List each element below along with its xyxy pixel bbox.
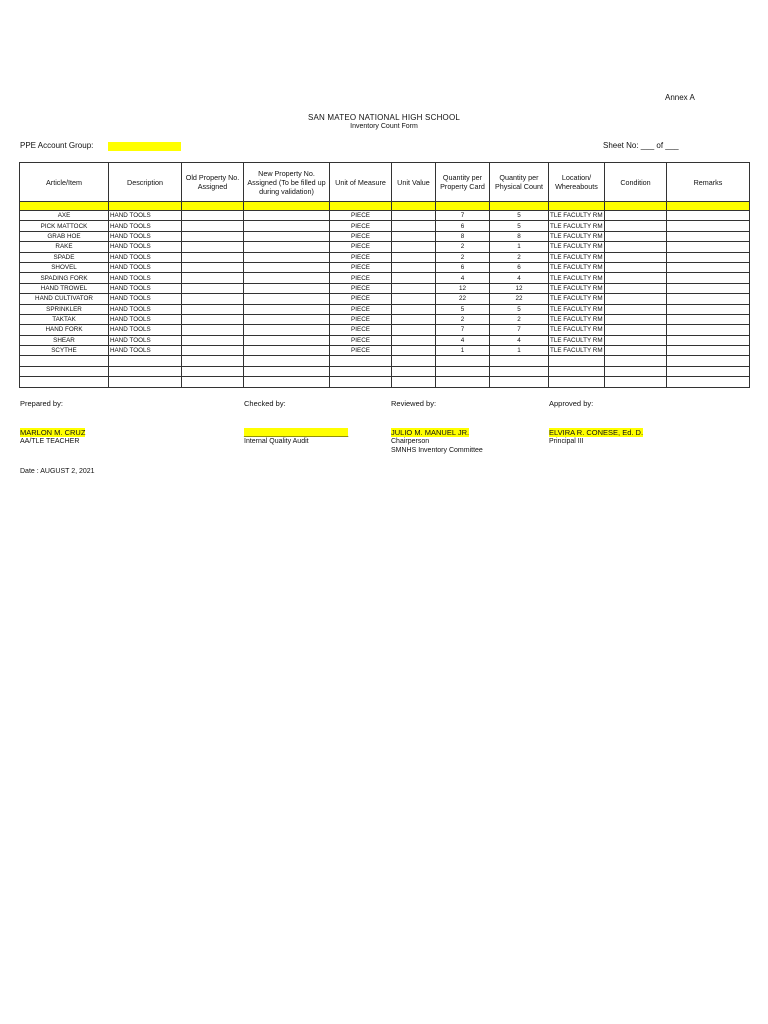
cell-empty xyxy=(182,304,244,314)
cell-empty xyxy=(667,377,750,387)
table-row xyxy=(20,283,750,293)
column-header: Old Property No. Assigned xyxy=(182,163,244,202)
cell-empty xyxy=(182,346,244,356)
cell-empty xyxy=(392,231,436,241)
prepared-by-name-text: MARLON M. CRUZ xyxy=(20,428,86,437)
table-row xyxy=(20,252,750,262)
cell-uom: PIECE xyxy=(330,231,392,241)
reviewed-by-committee: SMNHS Inventory Committee xyxy=(391,447,483,454)
annex-label: Annex A xyxy=(665,93,695,102)
cell-empty xyxy=(605,231,667,241)
cell-empty xyxy=(182,294,244,304)
table-row xyxy=(20,346,750,356)
cell-desc: HAND TOOLS xyxy=(109,314,182,324)
cell-empty xyxy=(392,325,436,335)
cell-item: GRAB HOE xyxy=(20,231,109,241)
cell-qty-card: 2 xyxy=(436,252,490,262)
cell-empty xyxy=(392,242,436,252)
cell-empty xyxy=(392,283,436,293)
cell-empty xyxy=(490,356,549,366)
cell-empty xyxy=(605,346,667,356)
cell-empty xyxy=(182,252,244,262)
column-header: Article/Item xyxy=(20,163,109,202)
cell-qty-card: 7 xyxy=(436,211,490,221)
cell-empty xyxy=(667,346,750,356)
cell-qty-card: 7 xyxy=(436,325,490,335)
cell-empty xyxy=(392,377,436,387)
cell-empty xyxy=(392,294,436,304)
cell-loc: TLE FACULTY RM xyxy=(550,305,603,313)
column-header: New Property No. Assigned (To be filled up during validation) xyxy=(244,163,330,202)
cell-loc: TLE FACULTY RM xyxy=(550,336,603,344)
cell-qty-phys: 4 xyxy=(490,335,549,345)
form-date: Date : AUGUST 2, 2021 xyxy=(20,468,95,475)
cell-loc: TLE FACULTY RM xyxy=(550,326,603,334)
cell-empty xyxy=(667,252,750,262)
cell-qty-card: 5 xyxy=(436,304,490,314)
table-row-empty xyxy=(20,366,750,376)
cell-item: SPADE xyxy=(20,252,109,262)
cell-loc: TLE FACULTY RM xyxy=(550,316,603,324)
checked-by-role: Internal Quality Audit xyxy=(244,438,309,445)
table-header-row xyxy=(20,163,750,202)
cell-uom: PIECE xyxy=(330,221,392,231)
cell-uom: PIECE xyxy=(330,273,392,283)
cell-empty xyxy=(244,325,330,335)
cell-empty xyxy=(605,377,667,387)
cell-qty-card: 4 xyxy=(436,273,490,283)
checked-by-line-text: _________________________ xyxy=(244,428,349,437)
cell-item: HAND CULTIVATOR xyxy=(20,294,109,304)
table-row-empty xyxy=(20,356,750,366)
cell-desc: HAND TOOLS xyxy=(109,242,182,252)
school-name: SAN MATEO NATIONAL HIGH SCHOOL xyxy=(307,113,461,122)
cell-empty xyxy=(392,346,436,356)
column-header: Remarks xyxy=(667,163,750,202)
cell-empty xyxy=(667,356,750,366)
cell-item: RAKE xyxy=(20,242,109,252)
cell-desc: HAND TOOLS xyxy=(109,231,182,241)
cell-uom: PIECE xyxy=(330,335,392,345)
form-title: Inventory Count Form xyxy=(350,123,418,130)
reviewed-by-name xyxy=(391,428,469,437)
cell-item: TAKTAK xyxy=(20,314,109,324)
table-row xyxy=(20,304,750,314)
column-header: Quantity per Physical Count xyxy=(490,163,549,202)
column-header: Unit Value xyxy=(392,163,436,202)
cell-empty xyxy=(182,211,244,221)
cell-empty xyxy=(392,314,436,324)
cell-qty-phys: 22 xyxy=(490,294,549,304)
inventory-table xyxy=(19,162,750,388)
cell-qty-phys: 12 xyxy=(490,283,549,293)
table-row xyxy=(20,314,750,324)
cell-empty xyxy=(244,283,330,293)
cell-item: HAND TROWEL xyxy=(20,283,109,293)
cell-empty xyxy=(436,377,490,387)
cell-empty xyxy=(330,356,392,366)
cell-empty xyxy=(244,221,330,231)
cell-qty-phys: 4 xyxy=(490,273,549,283)
cell-empty xyxy=(20,366,109,376)
cell-loc: TLE FACULTY RM xyxy=(550,347,603,355)
cell-empty xyxy=(549,377,605,387)
cell-empty xyxy=(667,211,750,221)
cell-empty xyxy=(244,252,330,262)
cell-qty-card: 1 xyxy=(436,346,490,356)
table-row xyxy=(20,273,750,283)
cell-empty xyxy=(330,377,392,387)
cell-empty xyxy=(330,366,392,376)
cell-empty xyxy=(490,377,549,387)
cell-desc: HAND TOOLS xyxy=(109,283,182,293)
cell-item: SPADING FORK xyxy=(20,273,109,283)
cell-qty-phys: 7 xyxy=(490,325,549,335)
cell-item: SHOVEL xyxy=(20,262,109,272)
cell-item: SHEAR xyxy=(20,335,109,345)
cell-empty xyxy=(667,366,750,376)
cell-empty xyxy=(392,262,436,272)
cell-empty xyxy=(667,283,750,293)
column-header: Quantity per Property Card xyxy=(436,163,490,202)
ppe-account-group-label: PPE Account Group: xyxy=(20,141,94,150)
cell-empty xyxy=(392,356,436,366)
highlight-row xyxy=(20,202,750,211)
approved-by-name-text: ELVIRA R. CONESE, Ed. D. xyxy=(549,428,644,437)
cell-empty xyxy=(20,377,109,387)
cell-desc: HAND TOOLS xyxy=(109,294,182,304)
cell-empty xyxy=(667,262,750,272)
cell-qty-card: 2 xyxy=(436,314,490,324)
cell-empty xyxy=(182,377,244,387)
cell-empty xyxy=(182,325,244,335)
cell-loc: TLE FACULTY RM xyxy=(550,232,603,240)
cell-item: PICK MATTOCK xyxy=(20,221,109,231)
cell-desc: HAND TOOLS xyxy=(109,335,182,345)
cell-desc: HAND TOOLS xyxy=(109,262,182,272)
cell-empty xyxy=(605,325,667,335)
approved-by-name xyxy=(549,428,643,437)
cell-uom: PIECE xyxy=(330,325,392,335)
cell-empty xyxy=(605,252,667,262)
cell-empty xyxy=(667,273,750,283)
cell-empty xyxy=(667,242,750,252)
cell-qty-phys: 6 xyxy=(490,262,549,272)
cell-empty xyxy=(182,262,244,272)
cell-empty xyxy=(392,221,436,231)
cell-empty xyxy=(244,294,330,304)
cell-empty xyxy=(490,366,549,376)
cell-empty xyxy=(244,366,330,376)
cell-uom: PIECE xyxy=(330,242,392,252)
cell-desc: HAND TOOLS xyxy=(109,304,182,314)
prepared-by-label: Prepared by: xyxy=(20,399,63,408)
cell-empty xyxy=(109,366,182,376)
cell-empty xyxy=(605,314,667,324)
cell-empty xyxy=(667,221,750,231)
cell-empty xyxy=(605,304,667,314)
cell-desc: HAND TOOLS xyxy=(109,346,182,356)
cell-qty-phys: 1 xyxy=(490,346,549,356)
cell-desc: HAND TOOLS xyxy=(109,325,182,335)
cell-empty xyxy=(244,231,330,241)
cell-empty xyxy=(182,221,244,231)
checked-by-signature-line xyxy=(244,428,348,437)
cell-empty xyxy=(109,356,182,366)
cell-qty-card: 12 xyxy=(436,283,490,293)
cell-empty xyxy=(244,356,330,366)
cell-empty xyxy=(182,273,244,283)
cell-loc: TLE FACULTY RM xyxy=(550,295,603,303)
cell-empty xyxy=(605,242,667,252)
cell-uom: PIECE xyxy=(330,346,392,356)
table-row xyxy=(20,211,750,221)
cell-empty xyxy=(182,366,244,376)
column-header: Unit of Measure xyxy=(330,163,392,202)
cell-empty xyxy=(605,211,667,221)
cell-loc: TLE FACULTY RM xyxy=(550,222,603,230)
cell-empty xyxy=(605,356,667,366)
reviewed-by-role: Chairperson xyxy=(391,438,430,445)
cell-qty-phys: 2 xyxy=(490,314,549,324)
table-row-empty xyxy=(20,377,750,387)
cell-empty xyxy=(667,294,750,304)
cell-qty-card: 4 xyxy=(436,335,490,345)
cell-empty xyxy=(549,356,605,366)
cell-empty xyxy=(549,366,605,376)
cell-loc: TLE FACULTY RM xyxy=(550,243,603,251)
column-header: Location/ Whereabouts xyxy=(549,163,605,202)
cell-uom: PIECE xyxy=(330,252,392,262)
cell-qty-phys: 2 xyxy=(490,252,549,262)
cell-loc: TLE FACULTY RM xyxy=(550,253,603,261)
cell-empty xyxy=(244,314,330,324)
cell-item: SCYTHE xyxy=(20,346,109,356)
cell-empty xyxy=(436,356,490,366)
cell-uom: PIECE xyxy=(330,314,392,324)
reviewed-by-label: Reviewed by: xyxy=(391,399,437,408)
cell-empty xyxy=(244,335,330,345)
cell-loc: TLE FACULTY RM xyxy=(550,284,603,292)
ppe-account-group-field xyxy=(108,142,181,151)
cell-qty-card: 2 xyxy=(436,242,490,252)
cell-empty xyxy=(244,242,330,252)
cell-qty-card: 6 xyxy=(436,262,490,272)
cell-desc: HAND TOOLS xyxy=(109,221,182,231)
cell-empty xyxy=(392,366,436,376)
cell-empty xyxy=(182,242,244,252)
cell-empty xyxy=(392,252,436,262)
cell-empty xyxy=(605,294,667,304)
cell-item: SPRINKLER xyxy=(20,304,109,314)
cell-empty xyxy=(667,231,750,241)
cell-uom: PIECE xyxy=(330,262,392,272)
cell-qty-phys: 5 xyxy=(490,211,549,221)
cell-qty-phys: 5 xyxy=(490,221,549,231)
cell-empty xyxy=(436,366,490,376)
table-row xyxy=(20,294,750,304)
cell-empty xyxy=(244,262,330,272)
cell-empty xyxy=(182,283,244,293)
approved-by-role: Principal III xyxy=(549,438,584,445)
cell-qty-phys: 8 xyxy=(490,231,549,241)
cell-loc: TLE FACULTY RM xyxy=(550,274,603,282)
cell-qty-phys: 5 xyxy=(490,304,549,314)
cell-empty xyxy=(605,221,667,231)
cell-qty-card: 6 xyxy=(436,221,490,231)
cell-empty xyxy=(109,377,182,387)
cell-uom: PIECE xyxy=(330,283,392,293)
cell-empty xyxy=(667,325,750,335)
cell-qty-card: 22 xyxy=(436,294,490,304)
cell-desc: HAND TOOLS xyxy=(109,211,182,221)
cell-empty xyxy=(182,335,244,345)
cell-empty xyxy=(182,356,244,366)
approved-by-label: Approved by: xyxy=(549,399,594,408)
cell-empty xyxy=(244,304,330,314)
cell-empty xyxy=(20,356,109,366)
cell-empty xyxy=(392,304,436,314)
cell-empty xyxy=(667,314,750,324)
column-header: Description xyxy=(109,163,182,202)
table-row xyxy=(20,335,750,345)
cell-empty xyxy=(667,335,750,345)
cell-empty xyxy=(605,283,667,293)
cell-empty xyxy=(392,273,436,283)
table-row xyxy=(20,325,750,335)
table-row xyxy=(20,262,750,272)
cell-loc: TLE FACULTY RM xyxy=(550,264,603,272)
prepared-by-name xyxy=(20,428,108,437)
cell-item: HAND FORK xyxy=(20,325,109,335)
cell-empty xyxy=(182,231,244,241)
cell-empty xyxy=(244,377,330,387)
checked-by-label: Checked by: xyxy=(244,399,286,408)
cell-empty xyxy=(392,335,436,345)
cell-empty xyxy=(605,366,667,376)
cell-empty xyxy=(667,304,750,314)
reviewed-by-name-text: JULIO M. MANUEL JR. xyxy=(391,428,470,437)
cell-empty xyxy=(605,262,667,272)
cell-uom: PIECE xyxy=(330,304,392,314)
cell-empty xyxy=(182,314,244,324)
column-header: Condition xyxy=(605,163,667,202)
sheet-number-label: Sheet No: ___ of ___ xyxy=(603,141,679,150)
cell-item: AXE xyxy=(20,211,109,221)
table-row xyxy=(20,242,750,252)
cell-empty xyxy=(244,346,330,356)
cell-empty xyxy=(605,273,667,283)
cell-desc: HAND TOOLS xyxy=(109,273,182,283)
cell-loc: TLE FACULTY RM xyxy=(550,212,603,220)
cell-empty xyxy=(244,273,330,283)
cell-empty xyxy=(244,211,330,221)
cell-empty xyxy=(392,211,436,221)
prepared-by-role: AA/TLE TEACHER xyxy=(20,438,80,445)
table-row xyxy=(20,221,750,231)
cell-uom: PIECE xyxy=(330,294,392,304)
cell-empty xyxy=(605,335,667,345)
table-row xyxy=(20,231,750,241)
cell-uom: PIECE xyxy=(330,211,392,221)
cell-desc: HAND TOOLS xyxy=(109,252,182,262)
cell-qty-card: 8 xyxy=(436,231,490,241)
cell-qty-phys: 1 xyxy=(490,242,549,252)
